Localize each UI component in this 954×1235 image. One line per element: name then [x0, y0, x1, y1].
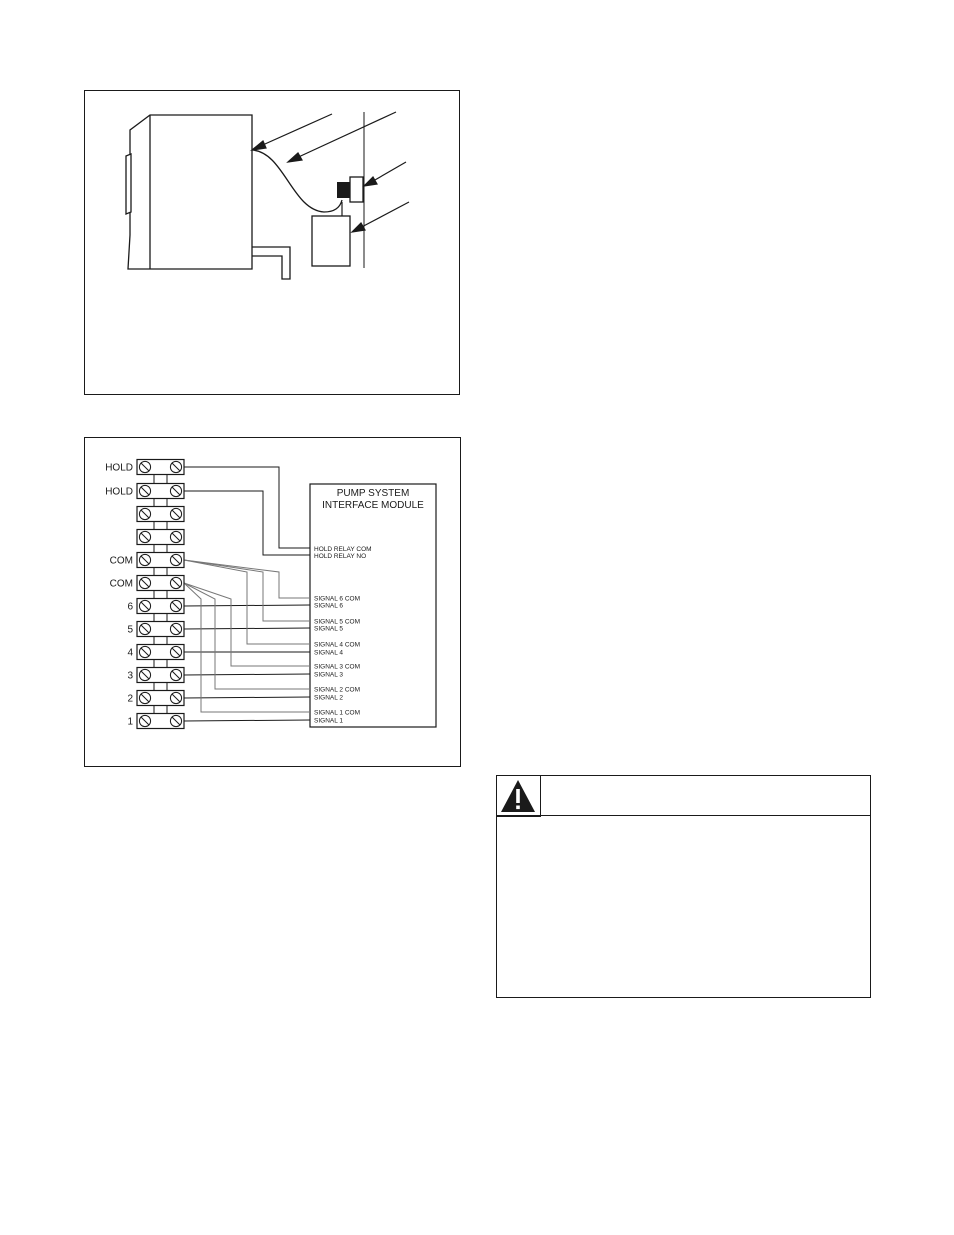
terminal-connector-stub — [154, 545, 167, 553]
signal-label: SIGNAL 4 — [314, 649, 344, 657]
terminal-label: 4 — [127, 647, 133, 659]
terminal-connector-stub — [154, 660, 167, 668]
terminal-row — [110, 553, 184, 568]
terminal-connector-stub — [154, 706, 167, 714]
terminal-connector-stub — [154, 522, 167, 530]
terminal-row — [137, 530, 184, 545]
warning-box — [496, 775, 871, 998]
figure-1-equipment-illustration — [84, 90, 460, 395]
terminal-label: HOLD — [105, 462, 133, 474]
terminal-row — [127, 645, 184, 660]
warning-icon-cell — [497, 776, 541, 817]
signal-label: SIGNAL 3 — [314, 671, 344, 679]
terminal-label: COM — [109, 555, 133, 567]
terminal-connector-stub — [154, 591, 167, 599]
signal-com-label: SIGNAL 1 COM — [314, 709, 360, 717]
terminal-label: 1 — [127, 716, 133, 728]
module-title-line1: PUMP SYSTEM — [336, 488, 410, 499]
terminal-label: 6 — [127, 601, 133, 613]
signal-label: SIGNAL 6 — [314, 602, 344, 610]
terminal-row — [127, 668, 184, 683]
junction-box — [312, 216, 350, 266]
signal-com-label: SIGNAL 2 COM — [314, 686, 360, 694]
signal-com-label: SIGNAL 5 COM — [314, 618, 360, 626]
terminal-row — [127, 622, 184, 637]
signal-label: SIGNAL 2 — [314, 694, 344, 702]
terminal-connector-stub — [154, 683, 167, 691]
terminal-label: HOLD — [105, 486, 133, 498]
wire-signal-com — [184, 560, 310, 644]
module-title-line2: INTERFACE MODULE — [322, 500, 424, 511]
terminal-row — [105, 460, 184, 475]
wire-signal — [184, 697, 310, 698]
terminal-row — [127, 691, 184, 706]
terminal-label: 3 — [127, 670, 133, 682]
equipment-unit — [126, 115, 290, 279]
warning-triangle-icon — [497, 776, 539, 816]
terminal-label: 5 — [127, 624, 133, 636]
terminal-connector-stub — [154, 499, 167, 507]
terminal-row — [110, 576, 184, 591]
wire-hold-no — [184, 491, 310, 555]
terminal-connector-stub — [154, 568, 167, 576]
terminal-row — [105, 484, 184, 499]
wire-signal — [184, 674, 310, 675]
signal-com-label: SIGNAL 6 COM — [314, 595, 360, 603]
signal-label: SIGNAL 1 — [314, 717, 344, 725]
terminal-row — [137, 507, 184, 522]
signal-com-label: SIGNAL 3 COM — [314, 663, 360, 671]
wire-hold-com — [184, 467, 310, 548]
terminal-connector-stub — [154, 637, 167, 645]
terminal-label: 2 — [127, 693, 133, 705]
pointer-arrows — [252, 112, 409, 232]
figure-2-wiring-diagram — [84, 437, 461, 767]
wires — [184, 467, 310, 721]
hold-relay-com-label: HOLD RELAY COM — [314, 546, 372, 553]
terminal-row — [127, 714, 184, 729]
hold-relay-no-label: HOLD RELAY NO — [314, 553, 367, 560]
warning-header-divider — [540, 815, 870, 816]
connector — [337, 177, 363, 202]
terminal-label: COM — [109, 578, 133, 590]
signal-label: SIGNAL 5 — [314, 625, 344, 633]
wire-signal — [184, 720, 310, 721]
signal-com-label: SIGNAL 4 COM — [314, 641, 360, 649]
terminal-row — [127, 599, 184, 614]
terminal-connector-stub — [154, 614, 167, 622]
terminal-block — [105, 460, 184, 729]
terminal-connector-stub — [154, 475, 167, 484]
warning-header-divider-left — [497, 815, 541, 816]
